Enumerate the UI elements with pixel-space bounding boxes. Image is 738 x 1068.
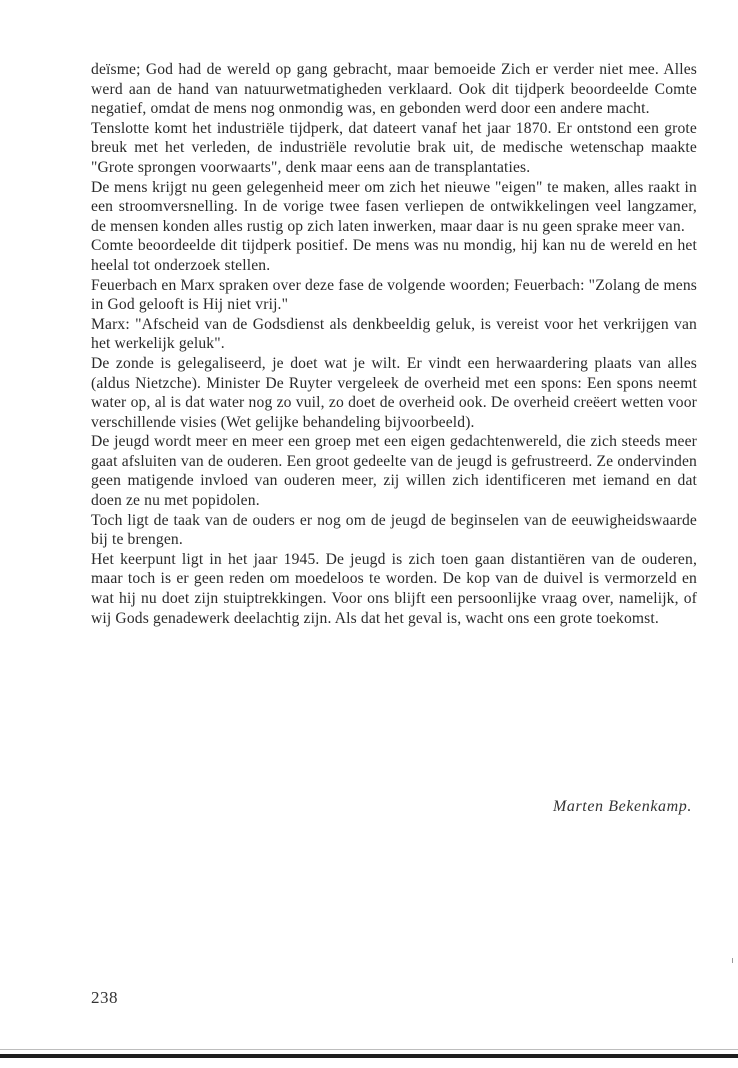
page-number: 238: [91, 988, 118, 1007]
paragraph: Toch ligt de taak van de ouders er nog om de jeugd de beginselen van de eeuwigheidswaarde bij te brengen.: [91, 511, 697, 549]
paragraph: Feuerbach en Marx spraken over deze fase de volgende woorden; Feuerbach: "Zolang de mens in God gelooft is Hij niet vrij.": [91, 276, 697, 314]
paragraph: Comte beoordeelde dit tijdperk positief. De mens was nu mondig, hij kan nu de wereld en het heelal tot onderzoek stellen.: [91, 237, 697, 274]
scan-edge-bar: [0, 1054, 738, 1058]
paragraph: De zonde is gelegaliseerd, je doet wat je wilt. Er vindt een herwaardering plaats van alles (aldus Nietzche). Minister De Ruyter vergeleek de overheid met een spons: Een spons neemt water op, al is dat water nog zo vuil, zo doet de overheid ook. De overheid creëert wetten voor verschillende visies (Wet gelijke behandeling bijvoorbeeld).: [91, 354, 697, 431]
scan-edge-line: [0, 1049, 738, 1050]
paragraph: De jeugd wordt meer en meer een groep met een eigen gedachtenwereld, die zich steeds meer gaat afsluiten van de ouderen. Een groot gedeelte van de jeugd is gefrustreerd. Ze ondervinden geen matigende invloed van ouderen meer, zij willen zich identificeren met iemand en dat doen ze nu met popidolen.: [91, 433, 697, 510]
paragraph: Het keerpunt ligt in het jaar 1945. De jeugd is zich toen gaan distantiëren van de ouderen, maar toch is er geen reden om moedeloos te worden. De kop van de duivel is vermorzeld en wat hij nu doet zijn stuiptrekkingen. Voor ons blijft een persoonlijke vraag over, namelijk, of wij Gods genadewerk deelachtig zijn. Als dat het geval is, wacht ons een grote toekomst.: [91, 550, 697, 627]
paragraph: De mens krijgt nu geen gelegenheid meer om zich het nieuwe "eigen" te maken, alles raakt in een stroomversnelling. In de vorige twee fasen verliepen de ontwikkelingen veel langzamer, de mensen konden alles rustig op zich laten inwerken, maar daar is nu geen sprake meer van.: [91, 178, 697, 235]
scan-speck: [732, 958, 733, 963]
paragraph: Marx: "Afscheid van de Godsdienst als denkbeeldig geluk, is vereist voor het verkrijgen van het werkelijk geluk".: [91, 315, 697, 353]
author-signature: Marten Bekenkamp.: [552, 798, 692, 815]
body-text: [91, 60, 697, 628]
paragraph: Tenslotte komt het industriële tijdperk, dat dateert vanaf het jaar 1870. Er ontstond een grote breuk met het verleden, de industriële revolutie brak uit, de medische wetenschap maakte "Grote sprongen voorwaarts", denk maar eens aan de transplantaties.: [91, 119, 697, 176]
paragraph: deïsme; God had de wereld op gang gebracht, maar bemoeide Zich er verder niet mee. Alles werd aan de hand van natuurwetmatigheden verklaard. Ook dit tijdperk beoordeelde Comte negatief, omdat de mens nog onmondig was, en gebonden werd door een andere macht.: [91, 61, 697, 118]
